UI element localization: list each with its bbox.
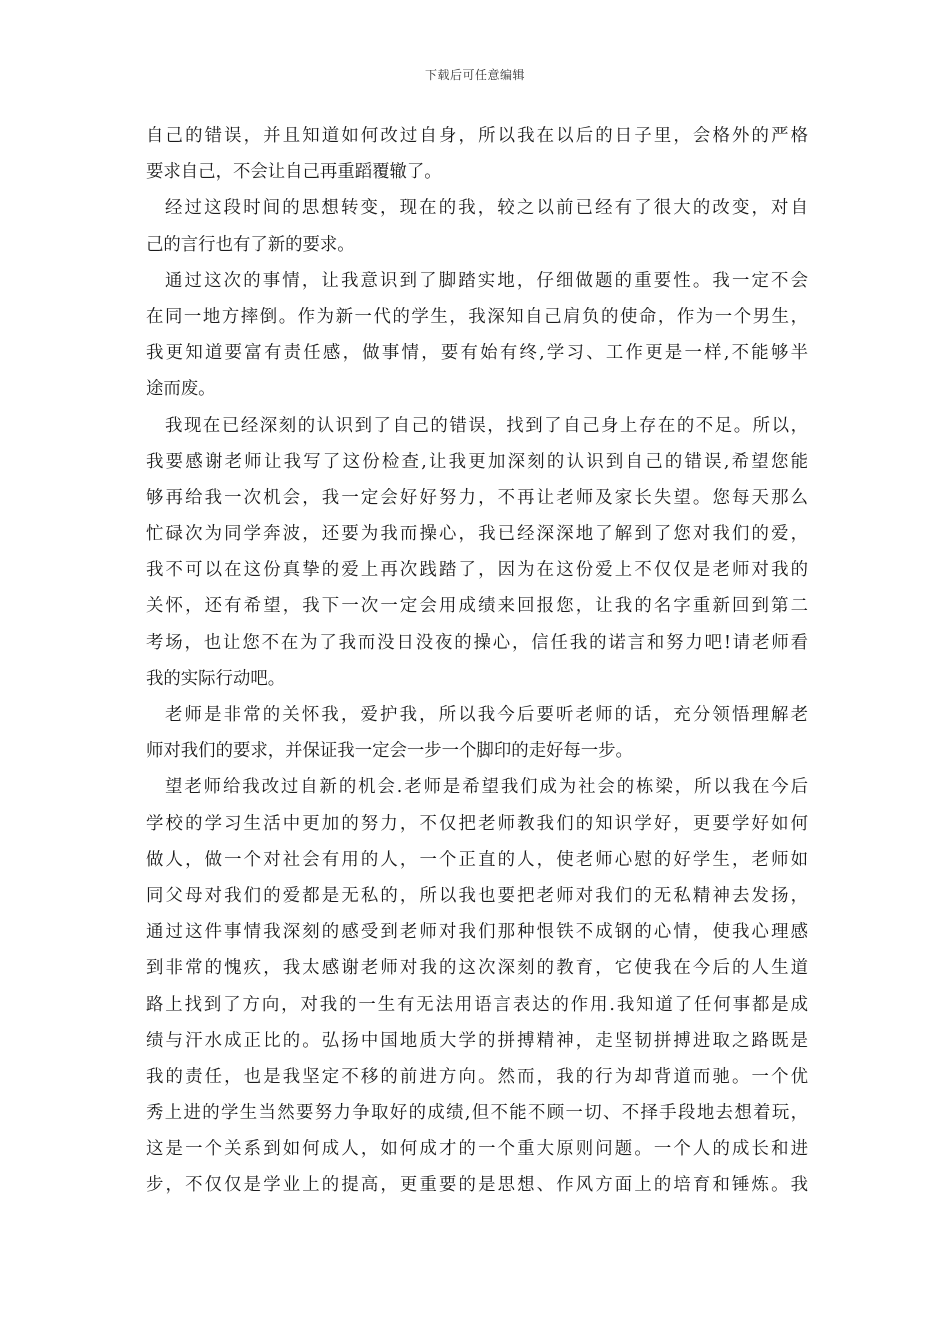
text-line: 我不可以在这份真挚的爱上再次践踏了，因为在这份爱上不仅仅是老师对我的: [146, 560, 808, 581]
text-line: 通过这次的事情，让我意识到了脚踏实地，仔细做题的重要性。我一定不会: [165, 270, 808, 291]
text-line: 我要感谢老师让我写了这份检查,让我更加深刻的认识到自己的错误,希望您能: [146, 451, 808, 472]
text-line: 关怀，还有希望，我下一次一定会用成绩来回报您，让我的名字重新回到第二: [146, 596, 808, 617]
text-line: 我的实际行动吧。: [146, 668, 286, 689]
page-header: 下载后可任意编辑: [424, 68, 525, 82]
paragraph: [146, 697, 808, 769]
text-line: 要求自己，不会让自己再重蹈覆辙了。: [146, 162, 442, 183]
text-line: 路上找到了方向，对我的一生有无法用语言表达的作用.我知道了任何事都是成: [146, 994, 808, 1015]
text-line: 这是一个关系到如何成人，如何成才的一个重大原则问题。一个人的成长和进: [146, 1139, 808, 1160]
text-line: 我更知道要富有责任感，做事情，要有始有终,学习、工作更是一样,不能够半: [146, 343, 808, 364]
text-line: 自己的错误，并且知道如何改过自身，所以我在以后的日子里，会格外的严格: [146, 126, 808, 146]
text-line: 秀上进的学生当然要努力争取好的成绩,但不能不顾一切、不择手段地去想着玩，: [146, 1103, 808, 1124]
text-line: 老师是非常的关怀我，爱护我，所以我今后要听老师的话，充分领悟理解老: [165, 705, 808, 725]
text-line: 我的责任，也是我坚定不移的前进方向。然而，我的行为却背道而驰。一个优: [146, 1066, 808, 1087]
text-line: 己的言行也有了新的要求。: [146, 234, 355, 255]
text-line: 在同一地方摔倒。作为新一代的学生，我深知自己肩负的使命，作为一个男生，: [146, 306, 808, 327]
text-line: 做人，做一个对社会有用的人，一个正直的人，使老师心慰的好学生，老师如: [146, 849, 808, 870]
text-line: 同父母对我们的爱都是无私的，所以我也要把老师对我们的无私精神去发扬，: [146, 885, 808, 906]
paragraph: [146, 408, 808, 698]
text-line: 绩与汗水成正比的。弘扬中国地质大学的拼搏精神，走坚韧拼搏进取之路既是: [146, 1030, 808, 1051]
text-line: 望老师给我改过自新的机会.老师是希望我们成为社会的栋梁，所以我在今后: [165, 777, 808, 798]
text-line: 师对我们的要求，并保证我一定会一步一个脚印的走好每一步。: [146, 741, 633, 762]
text-line: 够再给我一次机会，我一定会好好努力，不再让老师及家长失望。您每天那么: [146, 487, 808, 508]
text-line: 经过这段时间的思想转变，现在的我，较之以前已经有了很大的改变，对自: [165, 198, 808, 219]
paragraph: [146, 118, 808, 190]
text-line: 忙碌次为同学奔波，还要为我而操心，我已经深深地了解到了您对我们的爱，: [146, 524, 808, 545]
paragraph: [146, 190, 808, 262]
text-line: 学校的学习生活中更加的努力，不仅把老师教我们的知识学好，更要学好如何: [146, 813, 808, 834]
paragraph: [146, 769, 808, 1203]
text-line: 考场，也让您不在为了我而没日没夜的操心，信任我的诺言和努力吧!请老师看: [146, 632, 808, 653]
text-line: 途而废。: [146, 379, 216, 400]
text-line: 通过这件事情我深刻的感受到老师对我们那种恨铁不成钢的心情，使我心理感: [146, 922, 808, 943]
text-line: 步，不仅仅是学业上的提高，更重要的是思想、作风方面上的培育和锤炼。我: [146, 1175, 808, 1196]
document-body: [146, 118, 808, 1204]
text-line: 到非常的愧疚，我太感谢老师对我的这次深刻的教育，它使我在今后的人生道: [146, 958, 808, 979]
paragraph: [146, 263, 808, 408]
text-line: 我现在已经深刻的认识到了自己的错误，找到了自己身上存在的不足。所以，: [165, 415, 808, 436]
